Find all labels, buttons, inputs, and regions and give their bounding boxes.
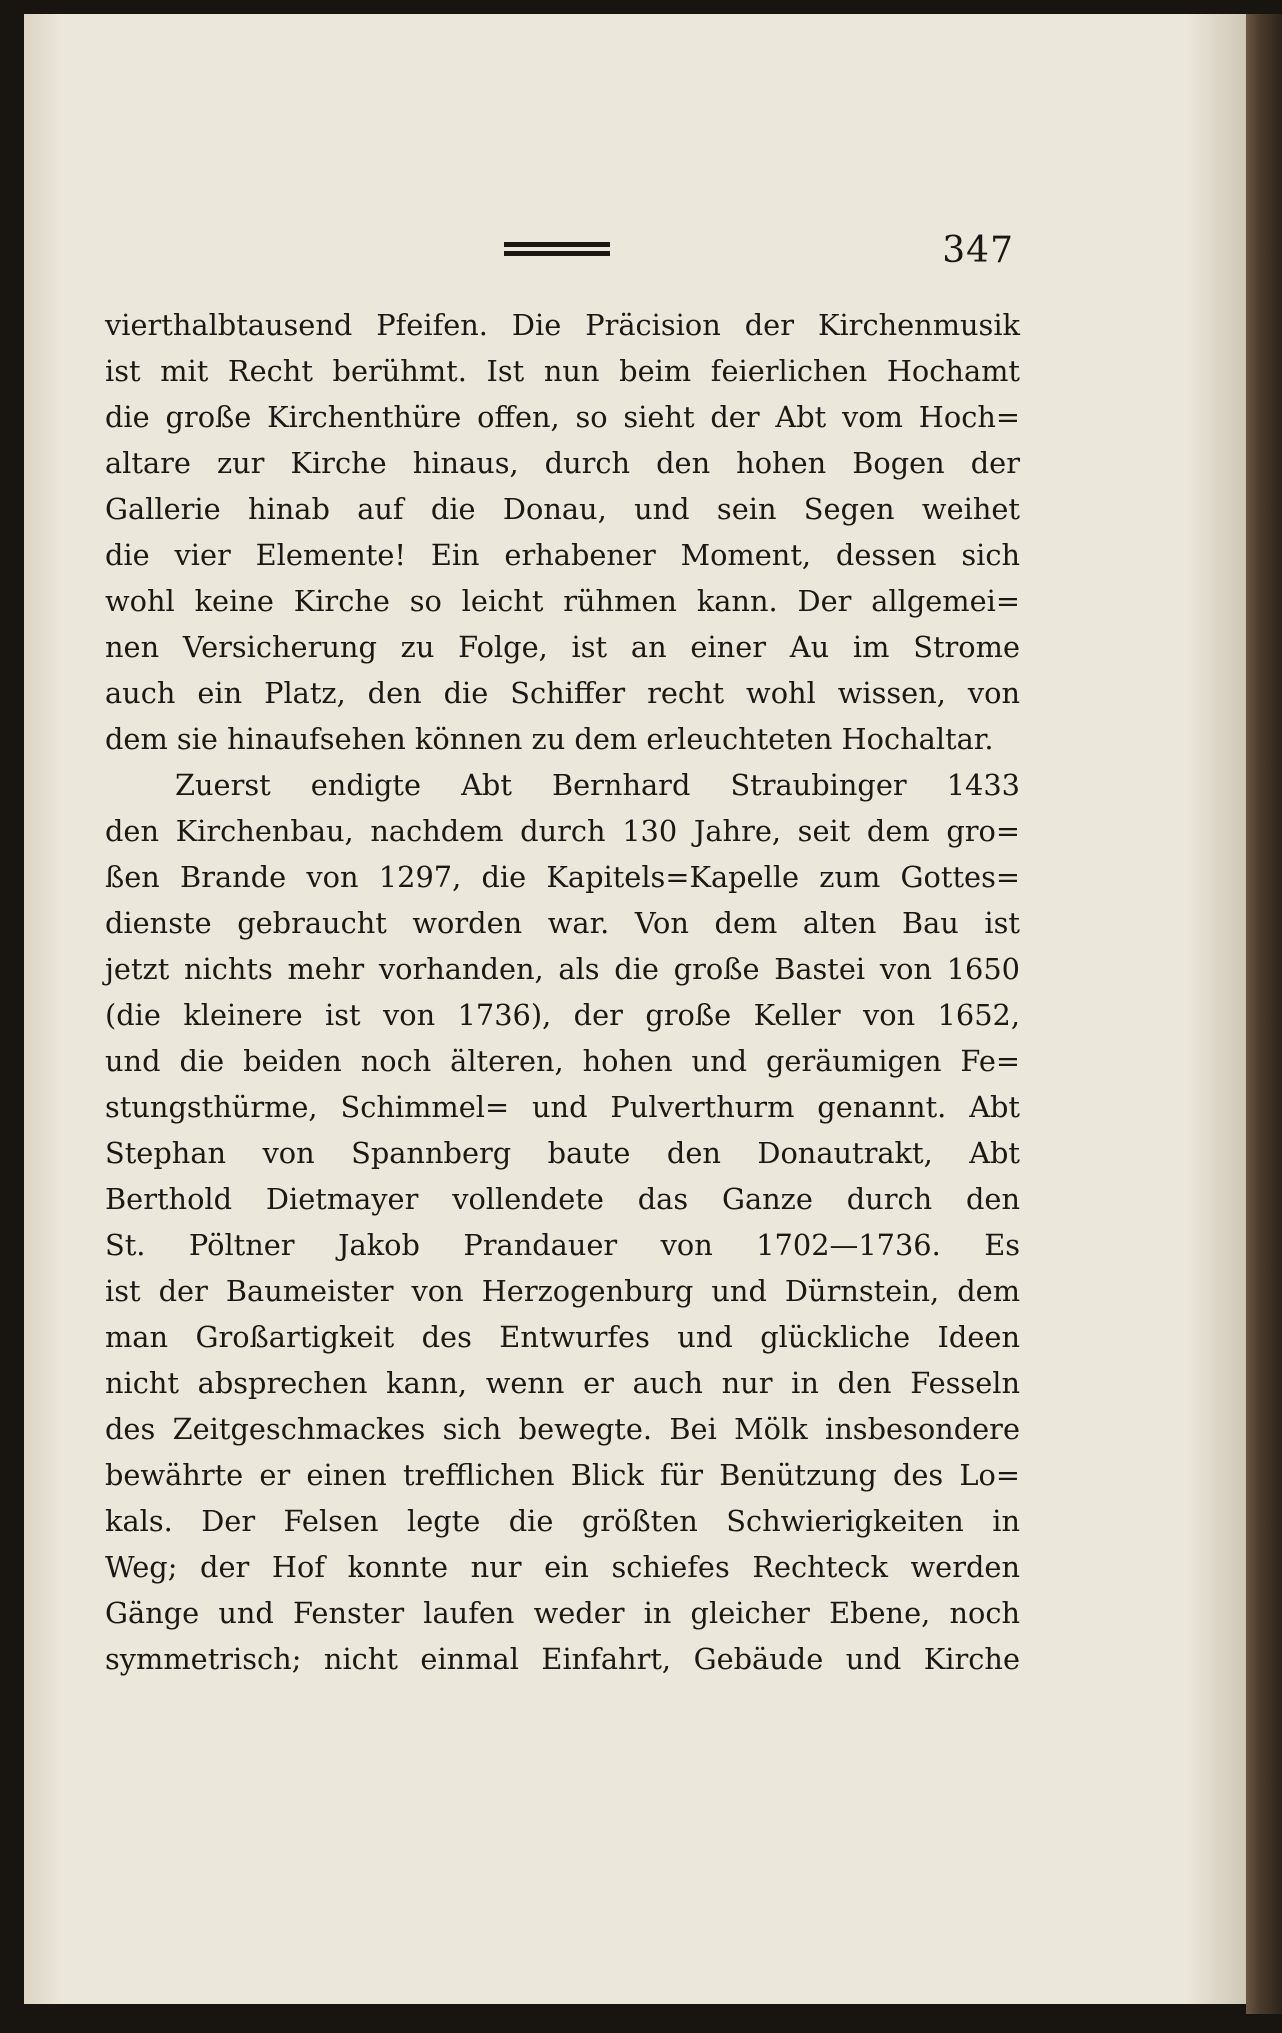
book-spine-edge	[1246, 14, 1282, 2014]
text-line: ßen Brande von 1297, die Kapitels=Kapelle zum Gottes=	[105, 860, 1020, 894]
text-line: ist der Baumeister von Herzogenburg und Dürnstein, dem	[105, 1274, 1020, 1308]
text-line: (die kleinere ist von 1736), der große Keller von 1652,	[105, 998, 1020, 1032]
book-page	[24, 14, 1246, 2004]
text-line: Stephan von Spannberg baute den Donautrakt, Abt	[105, 1136, 1020, 1170]
text-line: vierthalbtausend Pfeifen. Die Präcision der Kirchenmusik	[105, 308, 1020, 342]
text-line: den Kirchenbau, nachdem durch 130 Jahre, seit dem gro=	[105, 814, 1020, 848]
text-line: auch ein Platz, den die Schiffer recht wohl wissen, von	[105, 676, 1020, 710]
body-text	[105, 302, 1020, 1682]
page-header	[24, 226, 1246, 286]
text-line: nicht absprechen kann, wenn er auch nur in den Fesseln	[105, 1366, 1020, 1400]
page-number: 347	[942, 230, 1014, 271]
text-line: des Zeitgeschmackes sich bewegte. Bei Mölk insbesondere	[105, 1412, 1020, 1446]
text-line: dienste gebraucht worden war. Von dem alten Bau ist	[105, 906, 1020, 940]
text-line: altare zur Kirche hinaus, durch den hohen Bogen der	[105, 446, 1020, 480]
text-line: Berthold Dietmayer vollendete das Ganze durch den	[105, 1182, 1020, 1216]
paragraph-first-line: Zuerst endigte Abt Bernhard Straubinger 1433	[175, 768, 1020, 802]
text-line: wohl keine Kirche so leicht rühmen kann. Der allgemei=	[105, 584, 1020, 618]
text-line: man Großartigkeit des Entwurfes und glückliche Ideen	[105, 1320, 1020, 1354]
text-line: und die beiden noch älteren, hohen und geräumigen Fe=	[105, 1044, 1020, 1078]
text-line: ist mit Recht berühmt. Ist nun beim feierlichen Hochamt	[105, 354, 1020, 388]
text-line: kals. Der Felsen legte die größten Schwierigkeiten in	[105, 1504, 1020, 1538]
text-line: St. Pöltner Jakob Prandauer von 1702—1736. Es	[105, 1228, 1020, 1262]
text-line: die vier Elemente! Ein erhabener Moment, dessen sich	[105, 538, 1020, 572]
text-line: jetzt nichts mehr vorhanden, als die große Bastei von 1650	[105, 952, 1020, 986]
text-line: Gänge und Fenster laufen weder in gleicher Ebene, noch	[105, 1596, 1020, 1630]
text-line: Gallerie hinab auf die Donau, und sein Segen weihet	[105, 492, 1020, 526]
text-line: die große Kirchenthüre offen, so sieht der Abt vom Hoch=	[105, 400, 1020, 434]
text-line: symmetrisch; nicht einmal Einfahrt, Gebäude und Kirche	[105, 1642, 1020, 1676]
header-rule-line-top	[504, 242, 610, 247]
text-line: Weg; der Hof konnte nur ein schiefes Rechteck werden	[105, 1550, 1020, 1584]
header-rule-line-bottom	[504, 251, 610, 256]
header-double-rule	[504, 242, 610, 256]
text-line: stungsthürme, Schimmel= und Pulverthurm genannt. Abt	[105, 1090, 1020, 1124]
text-line: bewährte er einen trefflichen Blick für Benützung des Lo=	[105, 1458, 1020, 1492]
text-line: nen Versicherung zu Folge, ist an einer Au im Strome	[105, 630, 1020, 664]
text-line: dem sie hinaufsehen können zu dem erleuchteten Hochaltar.	[105, 722, 994, 756]
